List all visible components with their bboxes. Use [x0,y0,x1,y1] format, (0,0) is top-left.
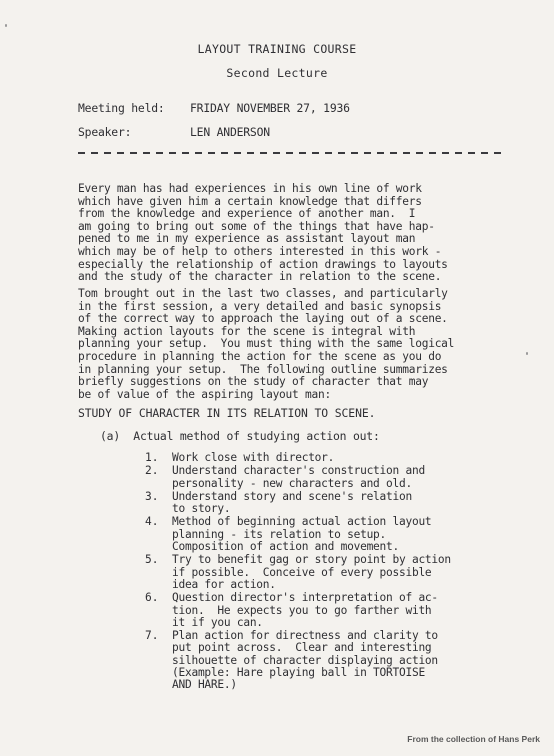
paragraph-line: of the correct way to approach the laying out of a scene. [78,312,448,326]
item-line: idea for action. [172,577,276,591]
item-line: to story. [172,502,231,516]
section-heading: STUDY OF CHARACTER IN ITS RELATION TO SCENE. [78,406,376,420]
paragraph-line: be of value of the aspiring layout man: [78,387,331,401]
item-number: 3. [145,489,159,503]
paragraph-line: pened to me in my experience as assistant layout man [78,232,416,246]
item-line: Method of beginning actual action layout [172,515,432,529]
paragraph-line: am going to bring out some of the things that have hap- [78,219,435,233]
item-line: (Example: Hare playing ball in TORTOISE [172,666,425,680]
item-line: it if you can. [172,615,263,629]
dashed-divider [78,152,506,154]
paragraph-line: procedure in planning the action for the scene as you do [78,349,442,363]
list-item [145,554,475,591]
speaker-value: LEN ANDERSON [190,125,270,139]
list-item [145,592,475,629]
paragraph-line: planning your setup. You must thing with the same logical [78,337,455,351]
item-number: 4. [145,515,159,529]
list-item [145,452,475,464]
item-line: personality - new characters and old. [172,476,412,490]
item-line: Composition of action and movement. [172,540,399,554]
paper-mark [5,24,7,27]
item-number: 7. [145,629,159,643]
meeting-value: FRIDAY NOVEMBER 27, 1936 [190,101,350,115]
paragraph-line: from the knowledge and experience of another man. I [78,207,416,221]
item-line: if possible. Conceive of every possible [172,565,432,579]
speaker-label: Speaker: [78,125,132,139]
document-subtitle: Second Lecture [226,66,328,80]
paragraph-line: in planning your setup. The following outline summarizes [78,362,448,376]
item-line: Try to benefit gag or story point by action [172,553,451,567]
item-line: tion. He expects you to go farther with [172,603,432,617]
item-line: Understand character's construction and [172,464,425,478]
item-number: 5. [145,553,159,567]
numbered-list [145,452,475,693]
document-title: LAYOUT TRAINING COURSE [197,42,357,56]
item-line: silhouette of character displaying action [172,653,438,667]
list-item [145,630,475,691]
item-line: Question director's interpretation of ac- [172,591,438,605]
paragraph-line: which may be of help to others interested in this work - [78,244,442,258]
paragraph-line: and the study of the character in relation to the scene. [78,270,442,284]
list-item [145,465,475,490]
paragraph-line: Making action layouts for the scene is integral with [78,324,416,338]
paragraph-line: especially the relationship of action drawings to layouts [78,257,448,271]
subsection-heading: (a) Actual method of studying action out: [100,429,380,443]
item-line: Understand story and scene's relation [172,489,412,503]
meeting-label: Meeting held: [78,101,165,115]
item-number: 1. [145,451,159,464]
list-item [145,491,475,516]
collection-credit: From the collection of Hans Perk [407,734,540,744]
item-number: 6. [145,591,159,605]
paper-mark [526,352,528,355]
item-line: Work close with director. [172,451,335,464]
paragraph-line: in the first session, a very detailed and basic synopsis [78,299,442,313]
list-item [145,516,475,553]
second-paragraph [78,288,498,401]
intro-paragraph [78,183,498,284]
item-line: Plan action for directness and clarity to [172,629,438,643]
paragraph-line: Tom brought out in the last two classes, and particularly [78,287,448,300]
item-line: put point across. Clear and interesting [172,641,432,655]
paragraph-line: Every man has had experiences in his own line of work [78,182,422,195]
item-line: AND HARE.) [172,678,237,692]
paragraph-line: briefly suggestions on the study of character that may [78,375,429,389]
item-number: 2. [145,464,159,478]
paragraph-line: which have given him a certain knowledge that differs [78,194,422,208]
item-line: planning - its relation to setup. [172,527,387,541]
